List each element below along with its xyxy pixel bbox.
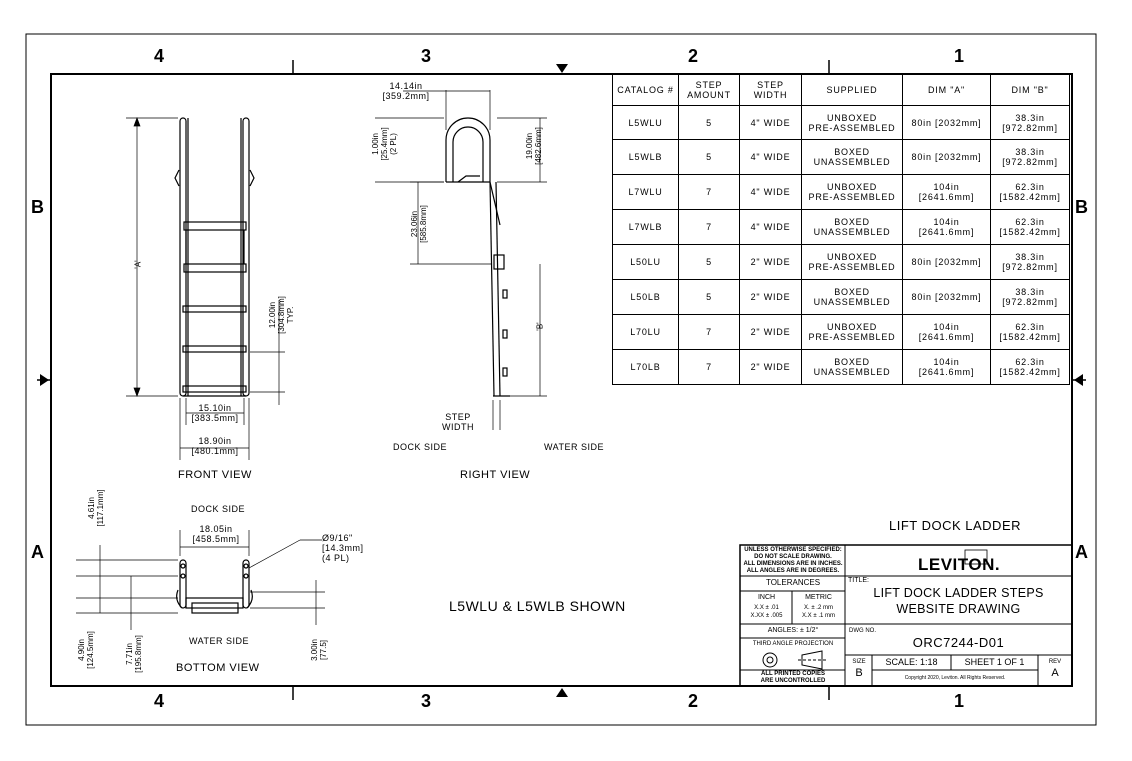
header-dim-b: DIM "B": [991, 75, 1070, 106]
leviton-logo: LEVITON.: [918, 555, 1001, 574]
size-caption: SIZE: [852, 659, 866, 665]
table-row: [613, 106, 1070, 140]
rev-caption: REV: [1048, 659, 1062, 665]
table-cell: L5WLB: [613, 140, 679, 175]
table-cell: 80in [2032mm]: [903, 280, 991, 315]
bottom-view-dims: [76, 530, 325, 630]
bottom-water-side: WATER SIDE: [188, 636, 249, 646]
table-cell: 4" WIDE: [740, 210, 802, 245]
table-cell: 38.3in [972.82mm]: [991, 106, 1070, 140]
table-cell: 2" WIDE: [740, 245, 802, 280]
zone-top-3: 3: [421, 46, 432, 66]
scale-value: SCALE: 1:18: [885, 657, 938, 667]
bottom-dim-right: 3.00in [77.5]: [310, 639, 328, 661]
title-caption: TITLE:: [848, 577, 870, 584]
table-cell: 80in [2032mm]: [903, 245, 991, 280]
table-cell: 62.3in [1582.42mm]: [991, 210, 1070, 245]
table-cell: L7WLU: [613, 175, 679, 210]
rev-value: A: [1051, 667, 1059, 679]
front-view-ladder: [175, 118, 254, 396]
bottom-dock-side: DOCK SIDE: [190, 504, 245, 514]
right-water-side: WATER SIDE: [543, 442, 604, 452]
right-view-ladder: [446, 118, 510, 396]
table-cell: L50LU: [613, 245, 679, 280]
table-cell: BOXED UNASSEMBLED: [802, 210, 903, 245]
table-cell: 2" WIDE: [740, 350, 802, 385]
table-cell: 80in [2032mm]: [903, 106, 991, 140]
inch-label: INCH: [757, 594, 776, 601]
table-cell: BOXED UNASSEMBLED: [802, 280, 903, 315]
uncontrolled-note: ALL PRINTED COPIES ARE UNCONTROLLED: [760, 671, 826, 684]
table-cell: 4" WIDE: [740, 106, 802, 140]
table-row: [613, 350, 1070, 385]
unless-specified: UNLESS OTHERWISE SPECIFIED: DO NOT SCALE DRAWING. ALL DIMENSIONS ARE IN INCHES. ALL ANGLES ARE IN DEGREES.: [743, 547, 843, 574]
bottom-dim-left2: 7.71in [195.8mm]: [125, 635, 143, 673]
right-dock-side: DOCK SIDE: [392, 442, 447, 452]
table-cell: L70LU: [613, 315, 679, 350]
sheet-value: SHEET 1 OF 1: [964, 657, 1025, 667]
header-dim-a: DIM "A": [903, 75, 991, 106]
table-cell: 5: [679, 106, 740, 140]
inch-tolerance: X.X ± .01 X.XX ± .005: [750, 605, 783, 619]
right-dim-mount: 23.06in [585.8mm]: [410, 205, 428, 243]
header-supplied: SUPPLIED: [802, 75, 903, 106]
zone-right-a: A: [1075, 542, 1088, 562]
size-value: B: [855, 667, 863, 679]
bottom-dim-left1: 4.90in [124.5mm]: [77, 631, 95, 669]
table-cell: 104in [2641.6mm]: [903, 210, 991, 245]
table-cell: 62.3in [1582.42mm]: [991, 175, 1070, 210]
table-row: [613, 175, 1070, 210]
table-cell: 2" WIDE: [740, 315, 802, 350]
zone-top-2: 2: [688, 46, 699, 66]
catalog-table: [612, 74, 1070, 385]
table-cell: BOXED UNASSEMBLED: [802, 350, 903, 385]
table-cell: 4" WIDE: [740, 140, 802, 175]
metric-label: METRIC: [805, 594, 832, 601]
zone-bottom-4: 4: [154, 691, 165, 711]
table-row: [613, 280, 1070, 315]
drawing-number: ORC7244-D01: [912, 635, 1005, 650]
copyright-note: Copyright 2020, Leviton. All Rights Reserved.: [904, 675, 1006, 681]
table-cell: 7: [679, 210, 740, 245]
table-cell: 62.3in [1582.42mm]: [991, 350, 1070, 385]
table-row: [613, 245, 1070, 280]
table-cell: 5: [679, 280, 740, 315]
front-dim-inner-width: 15.10in [383.5mm]: [191, 403, 239, 423]
header-step-width: STEP WIDTH: [740, 75, 802, 106]
table-cell: 38.3in [972.82mm]: [991, 140, 1070, 175]
projection-symbol: [763, 651, 826, 669]
table-cell: 2" WIDE: [740, 280, 802, 315]
table-cell: L70LB: [613, 350, 679, 385]
table-cell: 62.3in [1582.42mm]: [991, 315, 1070, 350]
table-cell: L50LB: [613, 280, 679, 315]
bottom-dim-top: 4.61in [117.1mm]: [87, 489, 105, 527]
table-cell: 5: [679, 245, 740, 280]
right-dim-b: 'B': [535, 322, 545, 331]
right-dim-handrail: 19.00in [482.6mm]: [525, 127, 543, 165]
zone-left-a: A: [31, 542, 44, 562]
table-cell: UNBOXED PRE-ASSEMBLED: [802, 175, 903, 210]
table-cell: L7WLB: [613, 210, 679, 245]
front-dim-a: 'A': [133, 260, 143, 269]
table-cell: 104in [2641.6mm]: [903, 315, 991, 350]
front-dim-step-spacing: 12.00in [304.8mm] TYP.: [268, 296, 295, 334]
right-view-dims: [375, 90, 547, 430]
projection-label: THIRD ANGLE PROJECTION: [752, 641, 834, 647]
table-cell: UNBOXED PRE-ASSEMBLED: [802, 245, 903, 280]
zone-left-b: B: [31, 197, 44, 217]
zone-bottom-1: 1: [954, 691, 965, 711]
table-cell: UNBOXED PRE-ASSEMBLED: [802, 315, 903, 350]
right-dim-top-width: 14.14in [359.2mm]: [382, 81, 430, 101]
table-cell: 7: [679, 315, 740, 350]
shown-note: L5WLU & L5WLB SHOWN: [449, 598, 626, 614]
right-view-label: RIGHT VIEW: [460, 469, 531, 481]
table-row: [613, 140, 1070, 175]
metric-tolerance: X. ± .2 mm X.X ± .1 mm: [802, 605, 835, 619]
drawing-title: LIFT DOCK LADDER STEPS WEBSITE DRAWING: [873, 586, 1044, 616]
bottom-view-ladder: [177, 560, 253, 613]
drawing-title-note: LIFT DOCK LADDER: [889, 518, 1022, 533]
right-step-width: STEP WIDTH: [442, 412, 474, 432]
table-cell: L5WLU: [613, 106, 679, 140]
tolerances-label: TOLERANCES: [765, 578, 821, 587]
table-cell: 5: [679, 140, 740, 175]
table-cell: UNBOXED PRE-ASSEMBLED: [802, 106, 903, 140]
bottom-dim-width: 18.05in [458.5mm]: [192, 524, 240, 544]
zone-top-1: 1: [954, 46, 965, 66]
table-cell: BOXED UNASSEMBLED: [802, 140, 903, 175]
header-step-amount: STEP AMOUNT: [679, 75, 740, 106]
table-row: [613, 315, 1070, 350]
zone-bottom-3: 3: [421, 691, 432, 711]
table-cell: 80in [2032mm]: [903, 140, 991, 175]
header-catalog: CATALOG #: [613, 75, 679, 106]
right-dim-offset: 1.00in [25.4mm] (2 PL): [371, 127, 398, 161]
zone-top-4: 4: [154, 46, 165, 66]
table-cell: 38.3in [972.82mm]: [991, 245, 1070, 280]
zone-bottom-2: 2: [688, 691, 699, 711]
zone-right-b: B: [1075, 197, 1088, 217]
table-cell: 38.3in [972.82mm]: [991, 280, 1070, 315]
table-cell: 4" WIDE: [740, 175, 802, 210]
bottom-view-label: BOTTOM VIEW: [176, 662, 260, 674]
table-cell: 7: [679, 350, 740, 385]
table-row: [613, 210, 1070, 245]
front-view-label: FRONT VIEW: [178, 469, 252, 481]
dwg-caption: DWG NO.: [849, 628, 876, 634]
table-cell: 104in [2641.6mm]: [903, 175, 991, 210]
table-cell: 7: [679, 175, 740, 210]
table-cell: 104in [2641.6mm]: [903, 350, 991, 385]
front-dim-outer-width: 18.90in [480.1mm]: [191, 436, 239, 456]
bottom-dim-hole: Ø9/16" [14.3mm] (4 PL): [322, 533, 364, 563]
angles-tolerance: ANGLES: ± 1/2°: [767, 627, 819, 634]
